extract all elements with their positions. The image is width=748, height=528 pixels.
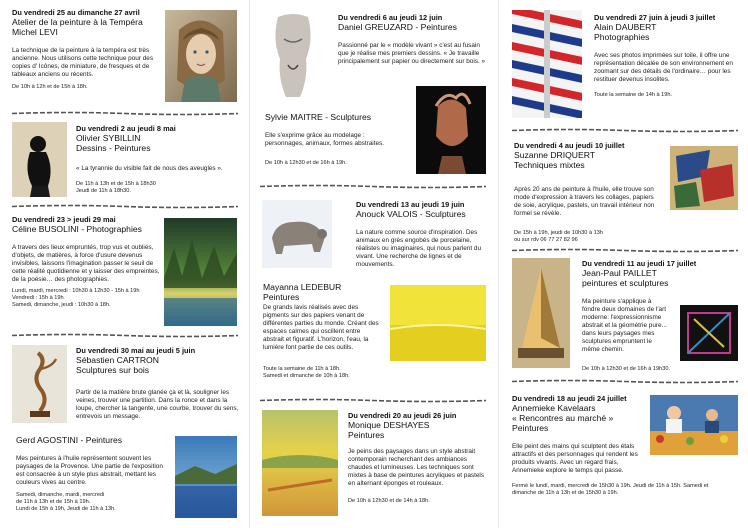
entry-hours: De 10h à 12h et de 15h à 18h. — [12, 84, 88, 90]
entry-alain-daubert — [594, 13, 736, 99]
separator — [512, 248, 738, 253]
separator — [512, 379, 738, 384]
entry-hours: Toute la semaine de 11h à 18h. Samedi et dimanche de 10h à 18h. — [263, 366, 350, 379]
wood-sculpture-image — [12, 345, 67, 423]
entry-hours: De 15h à 19h, jeudi de 10h30 à 13h ou sur rdv 06 77 27 82 96 — [514, 230, 603, 243]
page-fold-left — [249, 0, 250, 528]
entry-date: Du vendredi 4 au jeudi 10 juillet — [514, 141, 625, 150]
entry-sylvie-maitre — [265, 112, 403, 167]
entry-description: Mes peintures à l'huile représentent souvent les paysages de la Provence. Une partie de l'exposition est consacrée à un style plus abstrait, mettant les couleurs vives au centre. — [16, 455, 163, 486]
entry-date: Du vendredi 23 > jeudi 29 mai — [12, 215, 116, 224]
entry-date: Du vendredi 13 au jeudi 19 juin — [356, 200, 465, 209]
entry-suzanne-driquert — [514, 141, 662, 244]
entry-mayanna-ledebur — [263, 282, 381, 380]
entry-date: Du vendredi 6 au jeudi 12 juin — [338, 13, 443, 22]
entry-artist: Anouck VALOIS - Sculptures — [356, 209, 466, 219]
geometric-sculpture-image — [512, 258, 570, 368]
forest-photo-image — [164, 218, 237, 326]
entry-artist: Atelier de la peinture à la Tempéra Michel LEVI — [12, 17, 143, 37]
market-painting-image — [650, 395, 738, 455]
separator — [12, 333, 238, 338]
entry-daniel-greuzard — [338, 13, 488, 66]
entry-olivier-sybillin — [76, 124, 244, 195]
entry-gerd-agostini — [16, 435, 166, 513]
entry-description: « La tyrannie du visible fait de nous des aveugles ». — [76, 165, 223, 172]
silhouette-drawing-image — [12, 122, 67, 197]
portrait-painting-image — [165, 10, 237, 102]
entry-artist: Mayanna LEDEBUR Peintures — [263, 282, 342, 302]
entry-description: Elle peint des mains qui sculptent des étals attractifs et des personnages qui rendent les produits vivants. Avec un regard frais, Annemieke explore le temps qui passe. — [512, 443, 638, 474]
entry-hours: Fermé le lundi, mardi, mercredi de 15h30 à 19h. Jeudi de 11h à 15h. Samedi et dimanche de 11h à 13h et de 15h30 à 19h. — [512, 483, 709, 496]
entry-artist: Jean-Paul PAILLET peintures et sculptures — [582, 268, 669, 288]
field-painting-image — [262, 410, 338, 516]
page-fold-right — [498, 0, 499, 528]
entry-description: A travers des lieux empruntés, trop vus et oubliés, d'objets, de matières, à force d'usure devenus invisibles, laissons l'imagination passer le seuil de cette réalité quotidienne et y laisser des empreintes, de la poésie… des photographies. — [12, 244, 160, 283]
entry-monique-deshayes — [348, 411, 490, 505]
entry-artist: Daniel GREUZARD - Peintures — [338, 22, 457, 32]
entry-artist: Annemieke Kavelaars « Rencontres au marché » Peintures — [512, 403, 614, 433]
entry-artist: Céline BUSOLINI - Photographies — [12, 224, 142, 234]
entry-hours: De 10h à 12h30 et de 16h à 19h. — [265, 160, 347, 166]
entry-description: Je peins des paysages dans un style abstrait contemporain recherchant des ambiances chaudes et lumineuses. Les techniques sont mixtes à base de peintures acryliques et pastels en alternant éponges et rouleaux. — [348, 448, 485, 487]
entry-michel-levi — [12, 8, 162, 91]
separator — [260, 398, 486, 403]
abstract-painting-image — [680, 305, 738, 361]
entry-hours: Lundi, mardi, mercredi : 10h30 à 12h30 - 15h à 19h Vendredi : 15h à 19h Samedi, dimanche, jeudi : 10h30 à 18h. — [12, 288, 140, 308]
entry-hours: De 11h à 13h et de 15h à 18h30 Jeudi de 11h à 18h30. — [76, 181, 156, 194]
entry-description: La technique de la peinture à la tempéra est très ancienne. Nous utilisons cette technique pour des copies d' Icônes, de miniature, de fresques et de tableaux anciens ou récents. — [12, 47, 154, 78]
entry-description: Passionné par le « modèle vivant » c'est au fusain que je réalise mes premiers dessins. « Je travaille principalement sur papier ou directement sur bois. » — [338, 42, 486, 65]
entry-date: Du vendredi 2 au jeudi 8 mai — [76, 124, 176, 133]
entry-artist: Monique DESHAYES Peintures — [348, 420, 430, 440]
lake-painting-image — [175, 436, 237, 518]
torso-drawing-image — [260, 9, 326, 101]
entry-hours: De 10h à 12h30 et de 16h à 19h30. — [582, 366, 671, 372]
entry-description: La nature comme source d'inspiration. Des animaux en grès engobés de porcelaine, réalistes ou imaginaires, qui nous parlent du vivant. Une recherche de lignes et de mouvements. — [356, 229, 482, 268]
entry-description: Ma peinture s'applique à fondre deux domaines de l'art moderne: l'expressionnisme abstrait et la géométrie pure... dans leurs paysages mes sculptures empruntent le même chemin. — [582, 298, 667, 353]
bear-sculpture-image — [262, 200, 332, 268]
entry-annemieke-kavelaars — [512, 394, 709, 497]
entry-date: Du vendredi 11 au jeudi 17 juillet — [582, 259, 697, 268]
separator — [12, 111, 238, 116]
entry-artist: Alain DAUBERT Photographies — [594, 22, 657, 42]
entry-artist: Gerd AGOSTINI - Peintures — [16, 435, 123, 445]
entry-description: Partir de la matière brute glanée ça et là, souligner les veines, trouver une partition. Dans la ronce et dans la loupe, chercher la tangente, une courbe, trouver du sens, entrevois un message. — [76, 389, 239, 420]
entry-date: Du vendredi 30 mai au jeudi 5 juin — [76, 346, 196, 355]
entry-date: Du vendredi 18 au jeudi 24 juillet — [512, 394, 627, 403]
separator — [260, 184, 486, 189]
entry-hours: Toute la semaine de 14h à 19h. — [594, 92, 673, 98]
entry-date: Du vendredi 25 au dimanche 27 avril — [12, 8, 140, 17]
entry-celine-busolini — [12, 215, 160, 309]
entry-description: De grands lavis réalisés avec des pigments sur des papiers venant de différentes parties du monde. Créant des espaces calmes qui oscillent entre abstrait et figuratif. L'horizon, l'eau, la lumière font partie de ces outils. — [263, 304, 379, 351]
separator — [512, 128, 738, 133]
entry-sebastien-cartron — [76, 346, 244, 421]
entry-date: Du vendredi 20 au jeudi 26 juin — [348, 411, 457, 420]
head-sculpture-image — [416, 86, 486, 174]
entry-date: Du vendredi 27 juin à jeudi 3 juillet — [594, 13, 716, 22]
entry-artist: Sylvie MAITRE - Sculptures — [265, 112, 372, 122]
entry-description: Avec ses photos imprimées sur toile, il offre une représentation décalée de son environnement en zoomant sur des détails de l'ordinaire… pour les restituer devenus insolites. — [594, 52, 733, 83]
stripes-photo-image — [512, 10, 582, 118]
entry-anouck-valois — [356, 200, 490, 269]
separator — [12, 204, 238, 209]
collage-image — [670, 146, 738, 210]
entry-hours: De 10h à 12h30 et de 14h à 18h. — [348, 498, 430, 504]
entry-artist: Olivier SYBILLIN Dessins - Peintures — [76, 133, 151, 153]
yellow-wash-image — [390, 285, 486, 361]
entry-description: Après 20 ans de peinture à l'huile, elle trouve son mode d'expression à travers les collages, papiers de soie, acrylique, pastels, un travail intérieur non formel se révèle. — [514, 186, 655, 217]
entry-hours: Samedi, dimanche, mardi, mercredi de 11h à 13h et de 15h à 19h. Lundi de 15h à 19h, Jeudi de 11h à 13h. — [16, 492, 116, 512]
entry-artist: Sébastien CARTRON Sculptures sur bois — [76, 355, 159, 375]
entry-artist: Suzanne DRIQUERT Techniques mixtes — [514, 150, 596, 170]
entry-description: Elle s'exprime grâce au modelage : personnages, animaux, formes abstraites. — [265, 132, 384, 147]
